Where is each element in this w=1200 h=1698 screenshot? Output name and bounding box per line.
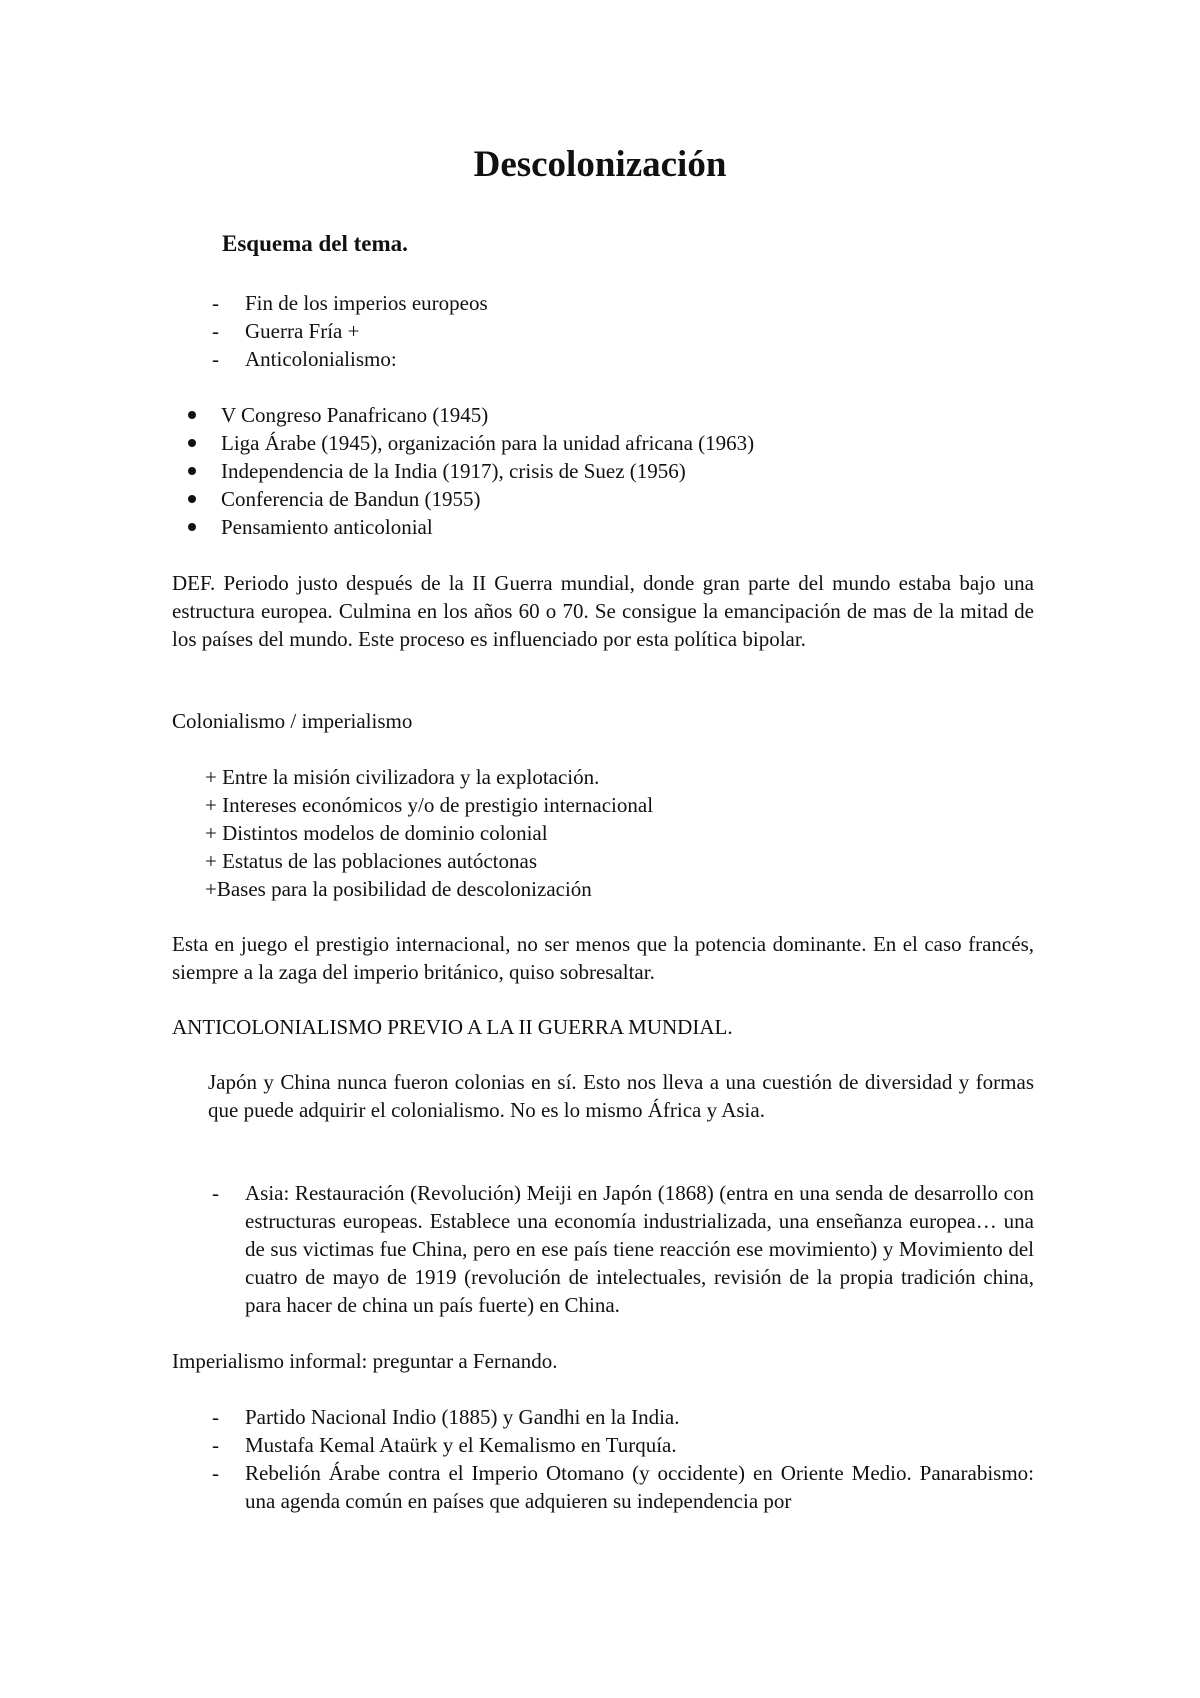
list-item: - Rebelión Árabe contra el Imperio Otomano (y occidente) en Oriente Medio. Panarabismo: una agenda común en países que adquieren su independencia por — [212, 1461, 1034, 1513]
list-item: Pensamiento anticolonial — [221, 513, 754, 541]
bullet-icon — [188, 439, 196, 447]
list-item: + Entre la misión civilizadora y la explotación. — [205, 765, 600, 789]
list-item: + Distintos modelos de dominio colonial — [205, 821, 548, 845]
section-heading: ANTICOLONIALISMO PREVIO A LA II GUERRA MUNDIAL. — [172, 1015, 733, 1039]
definition-paragraph: DEF. Periodo justo después de la II Guerra mundial, donde gran parte del mundo estaba bajo una estructura europea. Culmina en los años 60 o 70. Se consigue la emancipación de mas de la mitad de los países del mundo. Este proceso es influenciado por esta política bipolar. — [172, 571, 1034, 651]
colonialism-heading: Colonialismo / imperialismo — [172, 709, 413, 733]
bullet-icon — [188, 467, 196, 475]
outline-list — [212, 289, 488, 373]
anticolonialism-list — [221, 401, 754, 541]
bullet-icon — [188, 411, 196, 419]
list-item: + Intereses económicos y/o de prestigio internacional — [205, 793, 654, 817]
asia-list-item: - Asia: Restauración (Revolución) Meiji en Japón (1868) (entra en una senda de desarrollo con estructuras europeas. Establece una economía industrializada, una enseñanza europea… una de sus victimas fue China, pero en ese país tiene reacción ese movimiento) y Movimiento del cuatro de mayo de 1919 (revolución de intelectuales, revisión de la propia tradición china, para hacer de china un país fuerte) en China. — [212, 1181, 1034, 1317]
list-item: - Guerra Fría + — [212, 319, 360, 343]
informal-imperialism-note: Imperialismo informal: preguntar a Fernando. — [172, 1349, 558, 1373]
movements-list — [212, 1403, 1034, 1515]
prestige-paragraph: Esta en juego el prestigio internacional, no ser menos que la potencia dominante. En el caso francés, siempre a la zaga del imperio británico, quiso sobresaltar. — [172, 932, 1034, 984]
list-item: Liga Árabe (1945), organización para la unidad africana (1963) — [221, 429, 754, 457]
list-item: - Fin de los imperios europeos — [212, 291, 488, 315]
list-item: - Partido Nacional Indio (1885) y Gandhi en la India. — [212, 1405, 680, 1429]
list-item: +Bases para la posibilidad de descolonización — [205, 877, 592, 901]
list-item: V Congreso Panafricano (1945) — [221, 401, 754, 429]
list-item: Independencia de la India (1917), crisis de Suez (1956) — [221, 457, 754, 485]
colonialism-points — [205, 763, 653, 903]
japan-china-paragraph: Japón y China nunca fueron colonias en sí. Esto nos lleva a una cuestión de diversidad y formas que puede adquirir el colonialismo. No es lo mismo África y Asia. — [208, 1070, 1034, 1122]
list-item: - Mustafa Kemal Ataürk y el Kemalismo en Turquía. — [212, 1433, 677, 1457]
list-item: Conferencia de Bandun (1955) — [221, 485, 754, 513]
bullet-icon — [188, 523, 196, 531]
document-title: Descolonización — [473, 144, 727, 185]
list-item: - Anticolonialismo: — [212, 347, 397, 371]
list-item: + Estatus de las poblaciones autóctonas — [205, 849, 538, 873]
outline-heading: Esquema del tema. — [222, 231, 408, 256]
bullet-icon — [188, 495, 196, 503]
